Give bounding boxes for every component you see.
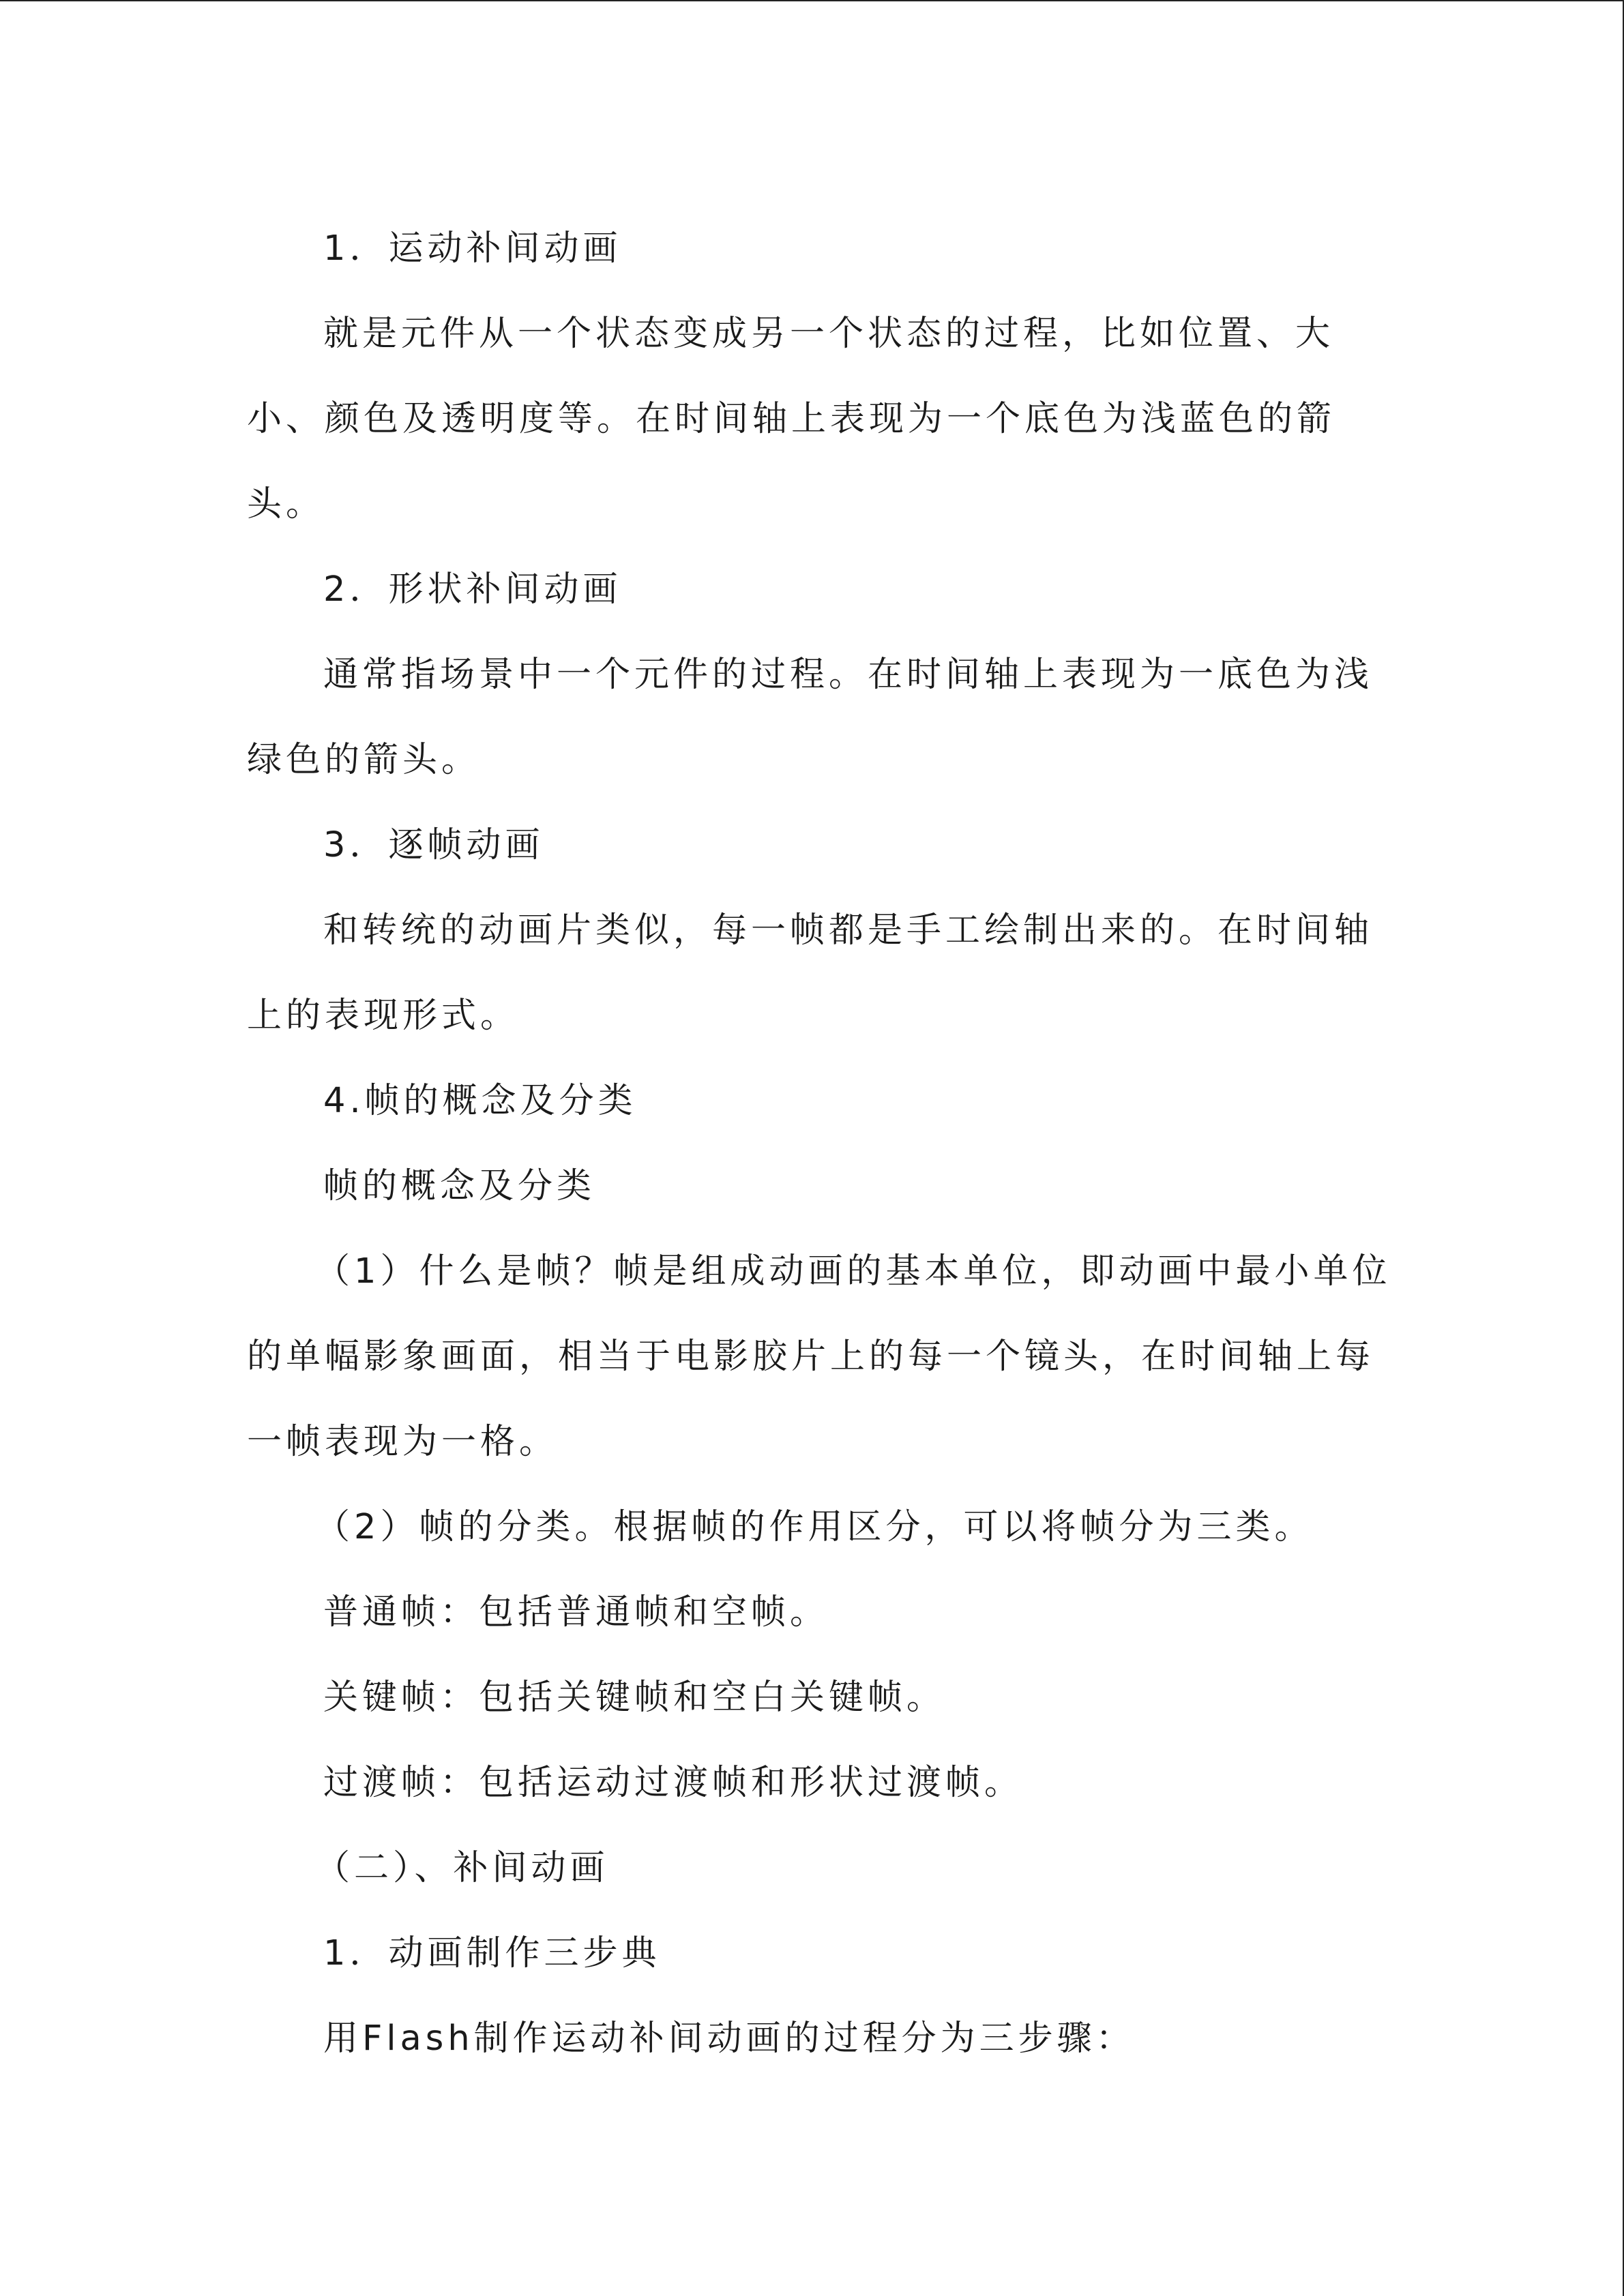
section-heading-tween-animation: （二）、补间动画: [315, 1848, 609, 1888]
paragraph-line: 就是元件从一个状态变成另一个状态的过程，比如位置、大: [323, 314, 1335, 354]
paragraph-line: 关键帧：包括关键帧和空白关键帧。: [323, 1678, 946, 1718]
section-heading-motion-tween: 1．运动补间动画: [323, 228, 622, 269]
paragraph-line: 的单幅影象画面，相当于电影胶片上的每一个镜头，在时间轴上每: [247, 1337, 1375, 1377]
paragraph-line: 帧的概念及分类: [323, 1166, 596, 1206]
section-heading-shape-tween: 2．形状补间动画: [323, 569, 622, 610]
paragraph-line: 和转统的动画片类似，每一帧都是手工绘制出来的。在时间轴: [323, 910, 1374, 951]
paragraph-line: 用Flash制作运动补间动画的过程分为三步骤：: [323, 2018, 1135, 2059]
paragraph-line: 普通帧：包括普通帧和空帧。: [323, 1592, 829, 1632]
document-body: [247, 206, 1406, 2081]
paragraph-line: 通常指场景中一个元件的过程。在时间轴上表现为一底色为浅: [323, 655, 1374, 695]
section-heading-three-steps: 1．动画制作三步典: [323, 1933, 661, 1973]
paragraph-line: 小、颜色及透明度等。在时间轴上表现为一个底色为浅蓝色的箭: [247, 399, 1336, 439]
paragraph-line: 绿色的箭头。: [247, 740, 481, 780]
section-heading-frame-by-frame: 3．逐帧动画: [323, 825, 544, 865]
paragraph-line: 一帧表现为一格。: [247, 1422, 559, 1462]
section-heading-frame-concept: 4.帧的概念及分类: [323, 1081, 637, 1121]
paragraph-line: （1）什么是帧？帧是组成动画的基本单位，即动画中最小单位: [315, 1251, 1391, 1292]
paragraph-line: 头。: [247, 484, 325, 524]
paragraph-line: 上的表现形式。: [247, 996, 520, 1036]
paragraph-line: （2）帧的分类。根据帧的作用区分，可以将帧分为三类。: [315, 1507, 1314, 1547]
paragraph-line: 过渡帧：包括运动过渡帧和形状过渡帧。: [323, 1763, 1024, 1803]
